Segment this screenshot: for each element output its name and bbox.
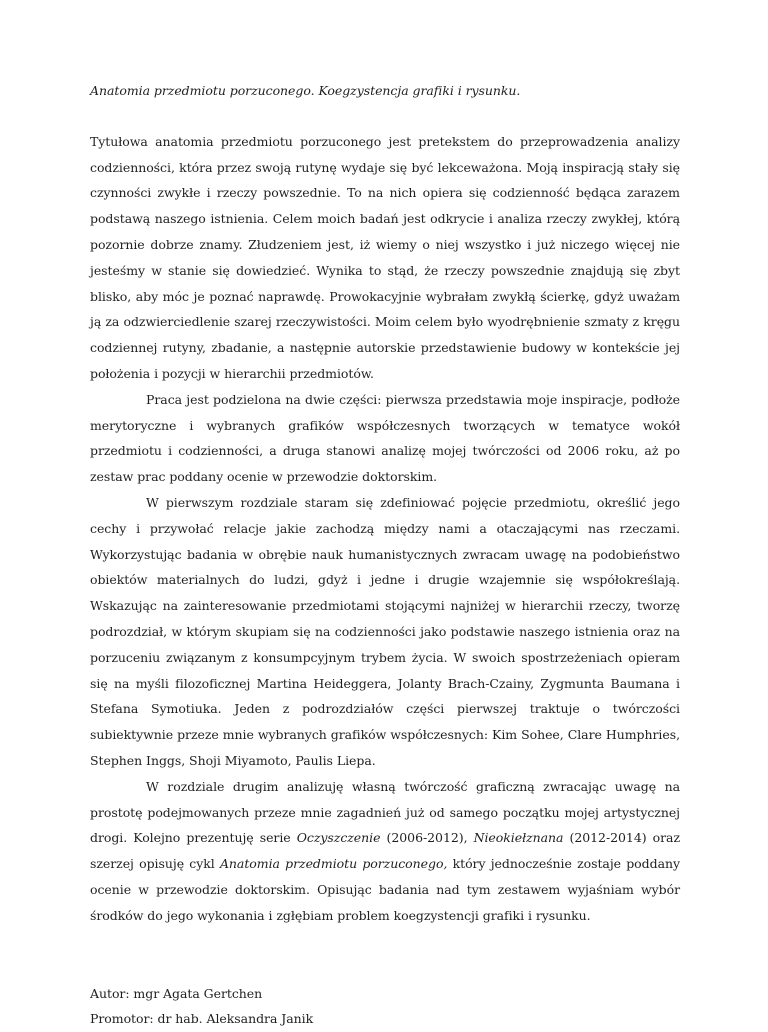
paragraph-structure: Praca jest podzielona na dwie części: pierwsza przedstawia moje inspiracje, podłoże merytoryczne i wybranych grafików współczesnych tworzących w tematyce wokół przedmiotu i codzienności, a druga stanowi analizę mojej twórczości od 2006 roku, aż po zestaw prac poddany ocenie w przewodzie doktorskim. [90, 387, 680, 490]
chapter-two-text-1: W rozdziale drugim analizuję własną twórczość graficzną zwracając uwagę na prostotę podejmowanych przeze mnie zagadnień już od samego początku mojej artystycznej drogi. Kolejno prezentuję serie [90, 779, 680, 846]
chapter-two-text-2: (2006-2012), [380, 830, 473, 845]
paragraph-intro: Tytułowa anatomia przedmiotu porzuconego jest pretekstem do przeprowadzenia analizy codzienności, która przez swoją rutynę wydaje się być lekceważona. Moją inspiracją stały się czynności zwykłe i rzeczy powszednie. To na nich opiera się codzienność będąca zarazem podstawą naszego istnienia. Celem moich badań jest odkrycie i analiza rzeczy zwykłej, którą pozornie dobrze znamy. Złudzeniem jest, iż wiemy o niej wszystko i już niczego więcej nie jesteśmy w stanie się dowiedzieć. Wynika to stąd, że rzeczy powszednie znajdują się zbyt blisko, aby móc je poznać naprawdę. Prowokacyjnie wybrałam zwykłą ścierkę, gdyż uważam ją za odzwierciedlenie szarej rzeczywistości. Moim celem było wyodrębnienie szmaty z kręgu codziennej rutyny, zbadanie, a następnie autorskie przedstawienie budowy w kontekście jej położenia i pozycji w hierarchii przedmiotów. [90, 129, 680, 387]
series-title-oczyszczenie: Oczyszczenie [297, 830, 381, 845]
cycle-title-anatomia: Anatomia przedmiotu porzuconego, [220, 856, 447, 871]
document-title: Anatomia przedmiotu porzuconego. Koegzystencja grafiki i rysunku. [90, 78, 680, 104]
document-page [90, 78, 680, 1032]
promotor-line: Promotor: dr hab. Aleksandra Janik [90, 1006, 680, 1032]
credits-block [90, 981, 680, 1032]
chapter-two-text-4: który jednocześnie zostaje poddany ocenie w przewodzie doktorskim. Opisując badania nad tym zestawem wyjaśniam wybór środków do jego wykonania i zgłębiam problem koegzystencji grafiki i rysunku. [90, 856, 680, 923]
author-line: Autor: mgr Agata Gertchen [90, 981, 680, 1007]
paragraph-chapter-two [90, 774, 680, 929]
paragraph-chapter-one: W pierwszym rozdziale staram się zdefiniować pojęcie przedmiotu, określić jego cechy i przywołać relacje jakie zachodzą między nami a otaczającymi nas rzeczami. Wykorzystując badania w obrębie nauk humanistycznych zwracam uwagę na podobieństwo obiektów materialnych do ludzi, gdyż i jedne i drugie wzajemnie się współokreślają. Wskazując na zainteresowanie przedmiotami stojącymi najniżej w hierarchii rzeczy, tworzę podrozdział, w którym skupiam się na codzienności jako podstawie naszego istnienia oraz na porzuceniu związanym z konsumpcyjnym trybem życia. W swoich spostrzeżeniach opieram się na myśli filozoficznej Martina Heideggera, Jolanty Brach-Czainy, Zygmunta Baumana i Stefana Symotiuka. Jeden z podrozdziałów części pierwszej traktuje o twórczości subiektywnie przeze mnie wybranych grafików współczesnych: Kim Sohee, Clare Humphries, Stephen Inggs, Shoji Miyamoto, Paulis Liepa. [90, 490, 680, 774]
series-title-nieokielznana: Nieokiełznana [474, 830, 564, 845]
chapter-two-text-3: (2012-2014) oraz szerzej opisuję cykl [90, 830, 680, 871]
title-spacer [90, 104, 680, 129]
